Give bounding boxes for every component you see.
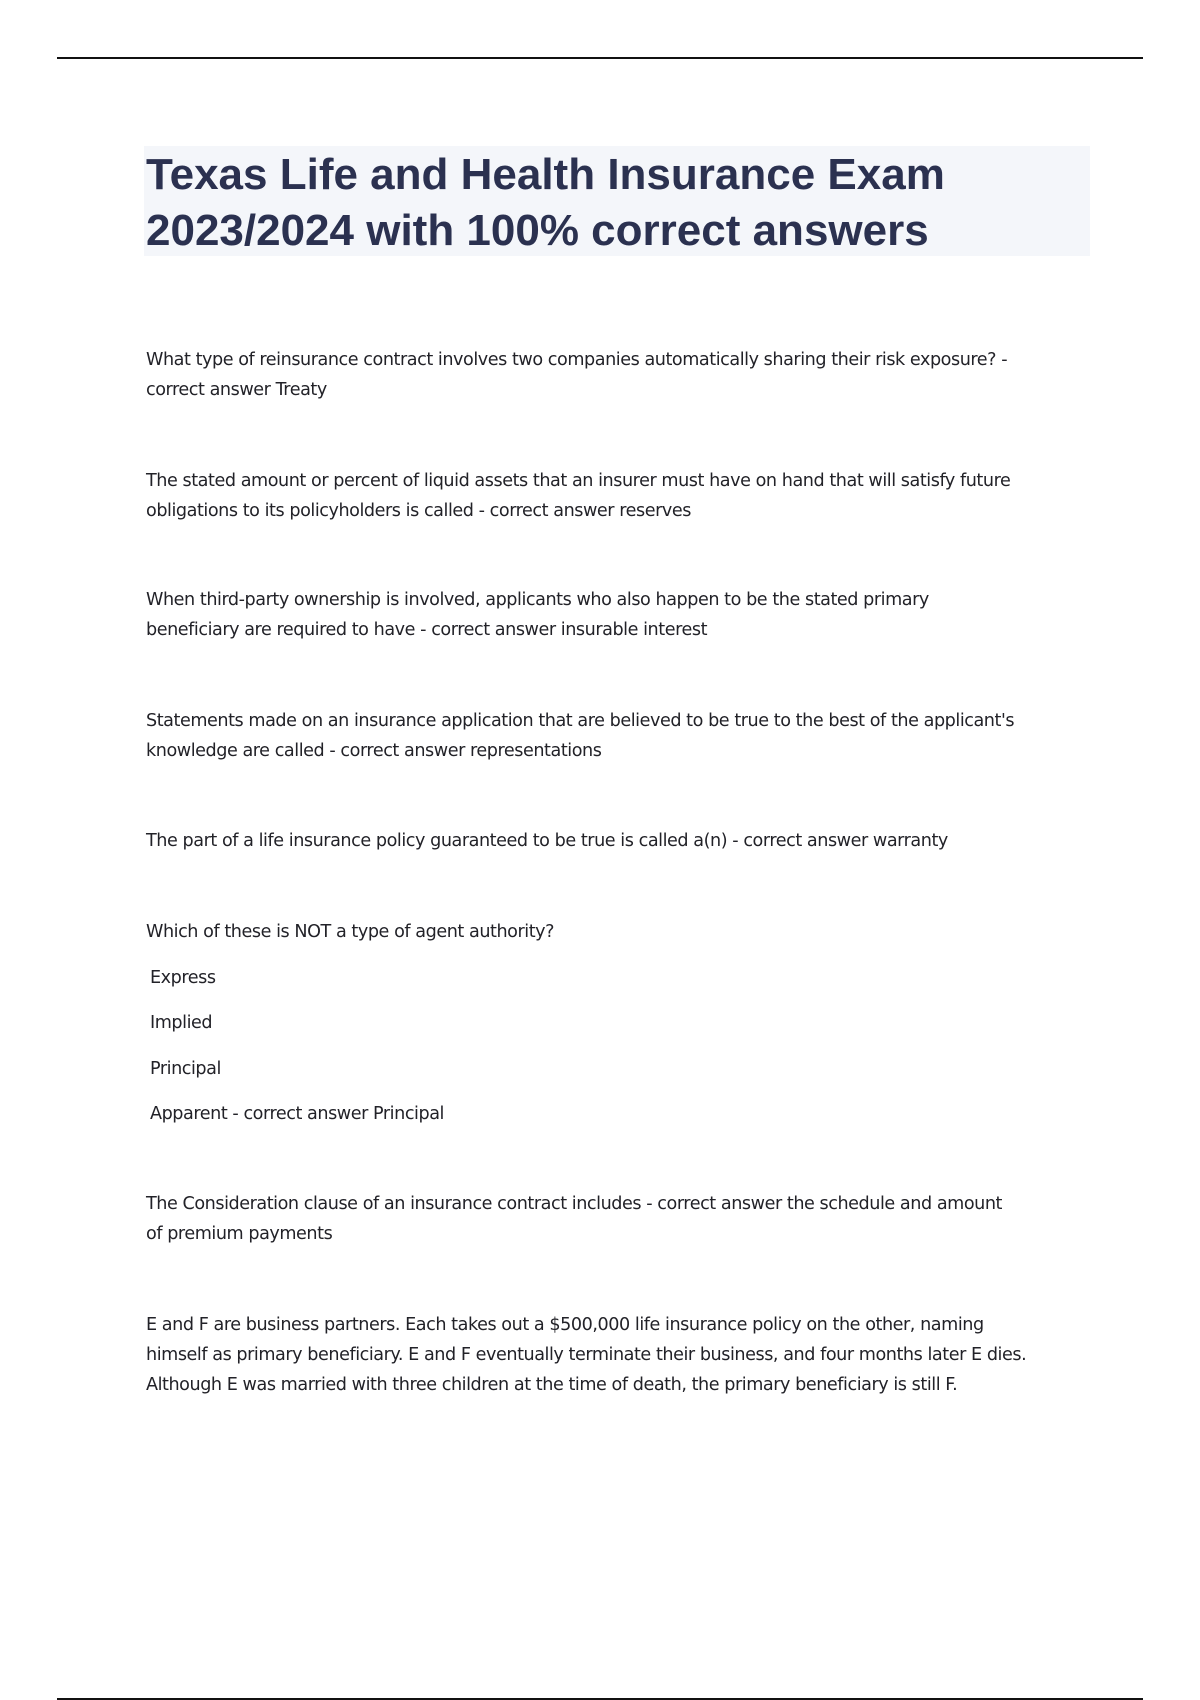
qa-item-3 [146, 585, 1096, 645]
qa-text: Statements made on an insurance application that are believed to be true to the best of the applicant's [146, 711, 1015, 731]
qa-text: Which of these is NOT a type of agent authority? [146, 922, 555, 942]
qa-text: The stated amount or percent of liquid assets that an insurer must have on hand that will satisfy future [146, 471, 1011, 491]
qa-text: obligations to its policyholders is called - correct answer reserves [146, 501, 691, 521]
qa-item-1 [146, 345, 1096, 405]
qa-text: What type of reinsurance contract involves two companies automatically sharing their risk exposure? - [146, 350, 1008, 370]
qa-text: correct answer Treaty [146, 380, 327, 400]
qa-text: E and F are business partners. Each takes out a $500,000 life insurance policy on the other, naming [146, 1315, 984, 1335]
document-title-line: Texas Life and Health Insurance Exam [146, 150, 945, 199]
header-rule [57, 57, 1143, 59]
answer-option: Implied [150, 1013, 213, 1033]
document-title-line: 2023/2024 with 100% correct answers [146, 206, 929, 255]
qa-item-6-question [146, 917, 1096, 947]
answer-option: Express [150, 968, 216, 988]
qa-text: The part of a life insurance policy guaranteed to be true is called a(n) - correct answer warranty [146, 831, 948, 851]
qa-item-4 [146, 706, 1096, 766]
answer-option: Apparent - correct answer Principal [150, 1104, 444, 1124]
qa-item-8 [146, 1310, 1096, 1400]
qa-item-7 [146, 1189, 1096, 1249]
qa-item-2 [146, 466, 1096, 526]
qa-text: When third-party ownership is involved, applicants who also happen to be the stated primary [146, 590, 929, 610]
document-title [146, 147, 1086, 259]
qa-text: knowledge are called - correct answer representations [146, 741, 602, 761]
qa-text: himself as primary beneficiary. E and F eventually terminate their business, and four months later E dies. [146, 1345, 1027, 1365]
qa-text: beneficiary are required to have - correct answer insurable interest [146, 620, 708, 640]
qa-text: Although E was married with three children at the time of death, the primary beneficiary is still F. [146, 1375, 958, 1395]
answer-option: Principal [150, 1059, 221, 1079]
qa-text: of premium payments [146, 1224, 333, 1244]
qa-item-5 [146, 826, 1096, 856]
qa-text: The Consideration clause of an insurance contract includes - correct answer the schedule and amount [146, 1194, 1003, 1214]
